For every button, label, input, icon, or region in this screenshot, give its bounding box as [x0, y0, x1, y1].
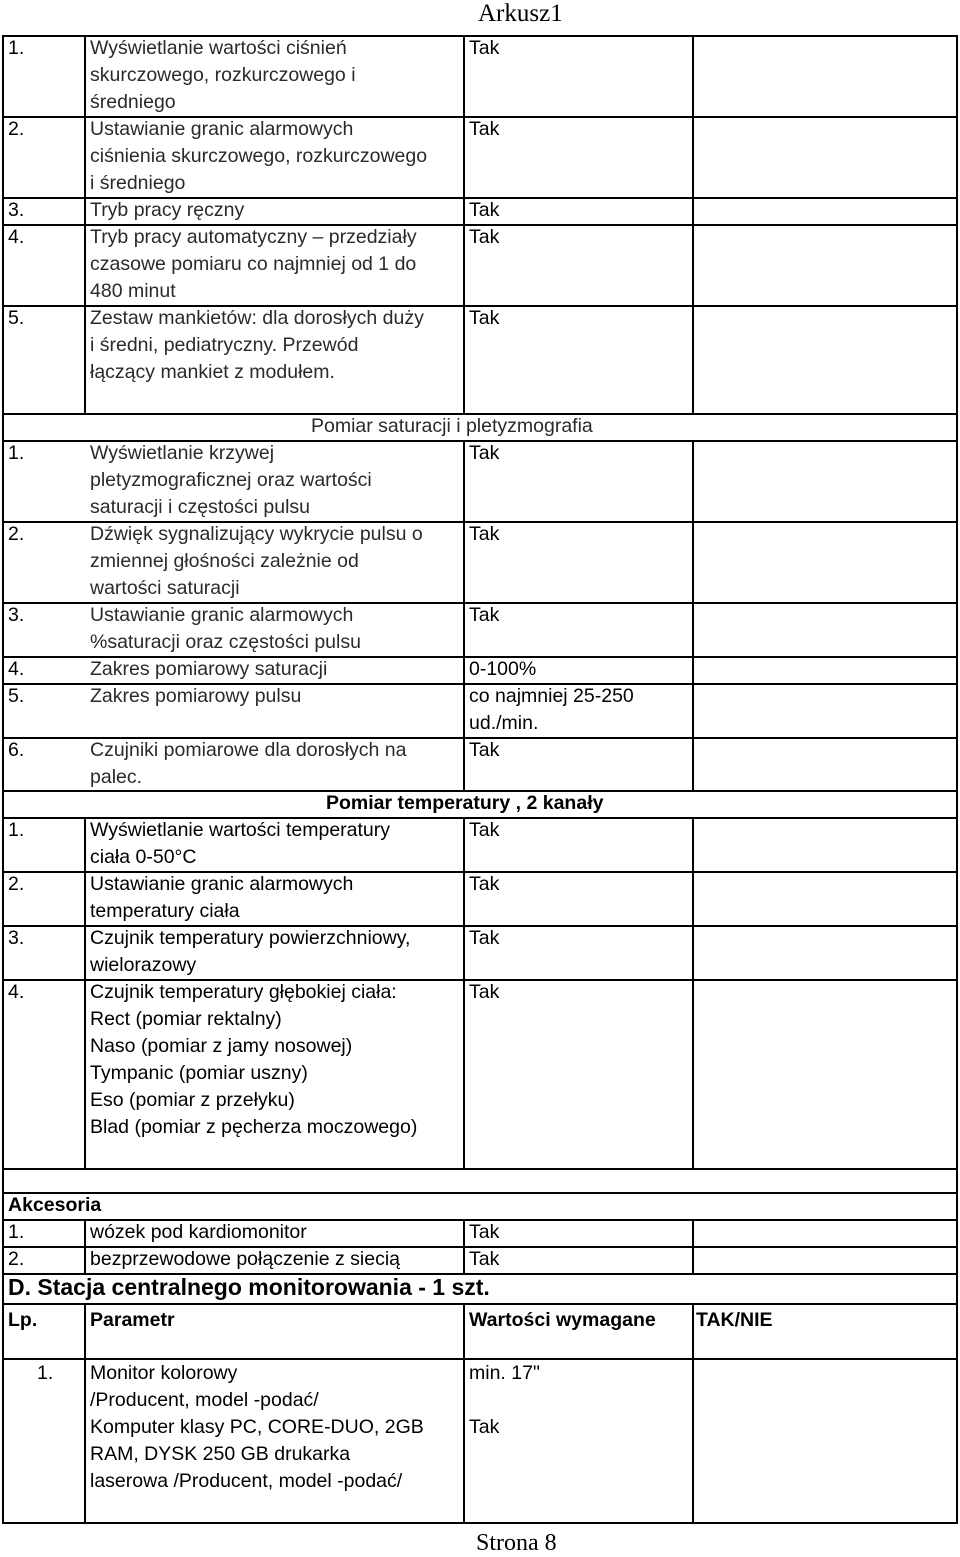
accessory-row-number: 2. [8, 1248, 25, 1270]
saturation-section-title: Pomiar saturacji i pletyzmografia [311, 415, 593, 437]
bp-row-parameter-text: średniego [90, 91, 176, 113]
saturation-row-number: 6. [8, 739, 25, 761]
column-header-required: Wartości wymagane [469, 1309, 656, 1331]
bp-row-parameter-text: skurczowego, rozkurczowego i [90, 64, 356, 86]
saturation-row-parameter-text: Ustawianie granic alarmowych [90, 604, 354, 626]
saturation-row-number: 1. [8, 442, 25, 464]
temperature-row-number: 1. [8, 819, 25, 841]
grid-line [84, 1303, 86, 1522]
saturation-row-parameter-text: palec. [90, 766, 143, 788]
saturation-row-parameter-text: saturacji i częstości pulsu [90, 496, 311, 518]
temperature-row-parameter-text: temperatury ciała [90, 900, 240, 922]
accessory-row-parameter-text: bezprzewodowe połączenie z siecią [90, 1248, 401, 1270]
column-header-parameter: Parametr [90, 1309, 175, 1331]
saturation-row-number: 4. [8, 658, 25, 680]
temperature-row-parameter-text: Blad (pomiar z pęcherza moczowego) [90, 1116, 418, 1138]
bp-row-number: 1. [8, 37, 25, 59]
bp-row-parameter-text: Ustawianie granic alarmowych [90, 118, 354, 140]
saturation-row-value: Tak [469, 604, 500, 626]
temperature-row-parameter-text: Rect (pomiar rektalny) [90, 1008, 282, 1030]
temperature-row-value: Tak [469, 981, 500, 1003]
bp-row-value: Tak [469, 37, 500, 59]
temperature-row-parameter-text: ciała 0-50°C [90, 846, 197, 868]
temperature-row-parameter-text: Tympanic (pomiar uszny) [90, 1062, 308, 1084]
saturation-row-parameter-text: Czujniki pomiarowe dla dorosłych na [90, 739, 407, 761]
section-d-parameter-text: Monitor kolorowy [90, 1362, 238, 1384]
saturation-row-value: Tak [469, 739, 500, 761]
bp-row-value: Tak [469, 226, 500, 248]
saturation-row-value: co najmniej 25-250 [469, 685, 634, 707]
bp-row-parameter-text: czasowe pomiaru co najmniej od 1 do [90, 253, 417, 275]
section-d-parameter-text: /Producent, model -podać/ [90, 1389, 319, 1411]
bp-row-number: 5. [8, 307, 25, 329]
grid-line [2, 1522, 958, 1524]
saturation-row-parameter-text: %saturacji oraz częstości pulsu [90, 631, 361, 653]
temperature-row-parameter-text: wielorazowy [90, 954, 197, 976]
bp-row-value: Tak [469, 307, 500, 329]
saturation-row-parameter-text: Dźwięk sygnalizujący wykrycie pulsu o [90, 523, 423, 545]
saturation-row-parameter-text: Zakres pomiarowy saturacji [90, 658, 328, 680]
accessory-row-number: 1. [8, 1221, 25, 1243]
temperature-row-value: Tak [469, 873, 500, 895]
saturation-row-parameter-text: wartości saturacji [90, 577, 240, 599]
grid-line [463, 817, 465, 1168]
bp-row-number: 4. [8, 226, 25, 248]
section-d-parameter-text: laserowa /Producent, model -podać/ [90, 1470, 403, 1492]
accessory-row-value: Tak [469, 1248, 500, 1270]
bp-row-parameter-text: ciśnienia skurczowego, rozkurczowego [90, 145, 428, 167]
bp-row-parameter-text: Tryb pracy automatyczny – przedziały [90, 226, 417, 248]
page-header: Arkusz1 [478, 0, 563, 27]
grid-line [692, 817, 694, 1168]
temperature-row-number: 2. [8, 873, 25, 895]
section-d-parameter-text: RAM, DYSK 250 GB drukarka [90, 1443, 351, 1465]
grid-line [692, 1303, 694, 1522]
bp-row-parameter-text: i średniego [90, 172, 186, 194]
temperature-row-parameter-text: Eso (pomiar z przełyku) [90, 1089, 295, 1111]
saturation-row-value: Tak [469, 442, 500, 464]
page-footer: Strona 8 [476, 1530, 557, 1556]
temperature-row-parameter-text: Naso (pomiar z jamy nosowej) [90, 1035, 353, 1057]
grid-line [84, 817, 86, 1168]
bp-row-parameter-text: i średni, pediatryczny. Przewód [90, 334, 359, 356]
temperature-row-parameter-text: Czujnik temperatury głębokiej ciała: [90, 981, 397, 1003]
temperature-row-number: 4. [8, 981, 25, 1003]
bp-row-parameter-text: Zestaw mankietów: dla dorosłych duży [90, 307, 424, 329]
grid-line [463, 1303, 465, 1522]
bp-row-value: Tak [469, 199, 500, 221]
temperature-row-parameter-text: Ustawianie granic alarmowych [90, 873, 354, 895]
saturation-row-value: 0-100% [469, 658, 537, 680]
grid-line [2, 1303, 958, 1305]
temperature-row-value: Tak [469, 819, 500, 841]
bp-row-parameter-text: Tryb pracy ręczny [90, 199, 245, 221]
bp-row-parameter-text: Wyświetlanie wartości ciśnień [90, 37, 347, 59]
section-d-value: min. 17" [469, 1362, 540, 1384]
accessory-row-value: Tak [469, 1221, 500, 1243]
temperature-row-value: Tak [469, 927, 500, 949]
bp-row-parameter-text: 480 minut [90, 280, 176, 302]
temperature-row-parameter-text: Wyświetlanie wartości temperatury [90, 819, 391, 841]
temperature-row-number: 3. [8, 927, 25, 949]
saturation-row-number: 2. [8, 523, 25, 545]
grid-line [2, 35, 4, 1522]
bp-row-number: 2. [8, 118, 25, 140]
grid-line [2, 1168, 958, 1170]
section-d-parameter-text: Komputer klasy PC, CORE-DUO, 2GB [90, 1416, 424, 1438]
saturation-row-value: ud./min. [469, 712, 539, 734]
bp-row-number: 3. [8, 199, 25, 221]
grid-line [956, 35, 958, 1522]
saturation-row-number: 5. [8, 685, 25, 707]
bp-row-value: Tak [469, 118, 500, 140]
saturation-row-number: 3. [8, 604, 25, 626]
accessories-title: Akcesoria [8, 1194, 102, 1216]
bp-row-parameter-text: łączący mankiet z modułem. [90, 361, 335, 383]
section-d-value: Tak [469, 1416, 500, 1438]
saturation-row-parameter-text: zmiennej głośności zależnie od [90, 550, 359, 572]
temperature-row-parameter-text: Czujnik temperatury powierzchniowy, [90, 927, 411, 949]
section-d-title: D. Stacja centralnego monitorowania - 1 szt. [8, 1274, 490, 1300]
temperature-section-title: Pomiar temperatury , 2 kanały [326, 792, 604, 814]
saturation-row-parameter-text: pletyzmograficznej oraz wartości [90, 469, 372, 491]
grid-line [2, 1192, 958, 1194]
section-d-row-number: 1. [37, 1362, 54, 1384]
column-header-yesno: TAK/NIE [696, 1309, 773, 1331]
saturation-row-value: Tak [469, 523, 500, 545]
accessory-row-parameter-text: wózek pod kardiomonitor [90, 1221, 307, 1243]
column-header-lp: Lp. [8, 1309, 38, 1331]
saturation-row-parameter-text: Wyświetlanie krzywej [90, 442, 275, 464]
saturation-row-parameter-text: Zakres pomiarowy pulsu [90, 685, 302, 707]
